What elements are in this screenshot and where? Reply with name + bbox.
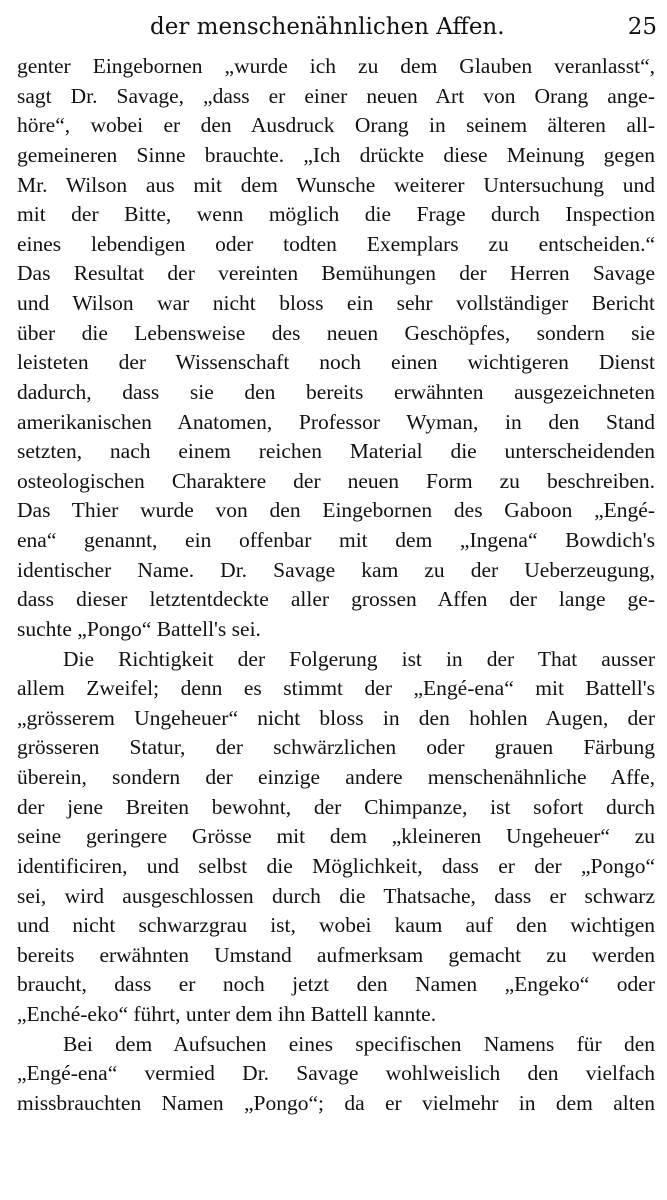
text-line: und Wilson war nicht bloss ein sehr vollständiger Bericht xyxy=(17,291,655,315)
text-line: identificiren, und selbst die Möglichkeit, dass er der „Pongo“ xyxy=(17,853,655,878)
paragraph-2 xyxy=(17,645,655,1030)
text-line: und nicht schwarzgrau ist, wobei kaum auf den wichtigen xyxy=(17,913,655,938)
paragraph-3 xyxy=(17,1030,655,1119)
text-line: „grösserem Ungeheuer“ nicht bloss in den hohlen Augen, der xyxy=(17,705,655,730)
text-line: genter Eingebornen „wurde ich zu dem Glauben veranlasst“, xyxy=(17,54,655,78)
text-line: allem Zweifel; denn es stimmt der „Engé-ena“ mit Battell's xyxy=(17,676,655,701)
paragraph-1 xyxy=(17,52,655,645)
text-line: setzten, nach einem reichen Material die unterscheidenden xyxy=(17,439,655,464)
page-header xyxy=(18,14,657,48)
text-line: „Enché-eko“ führt, unter dem ihn Battell kannte. xyxy=(17,1002,437,1026)
text-line: bereits erwähnten Umstand aufmerksam gemacht zu werden xyxy=(17,942,655,967)
text-line: identischer Name. Dr. Savage kam zu der Ueberzeugung, xyxy=(17,557,655,582)
text-line: braucht, dass er noch jetzt den Namen „Engeko“ oder xyxy=(17,972,655,997)
text-line: sei, wird ausgeschlossen durch die Thatsache, dass er schwarz xyxy=(17,883,655,908)
text-line: überein, sondern der einzige andere menschenähnliche Affe, xyxy=(17,765,655,789)
text-line: „Engé-ena“ vermied Dr. Savage wohlweislich den vielfach xyxy=(17,1061,655,1086)
text-line: der jene Breiten bewohnt, der Chimpanze, ist sofort durch xyxy=(17,794,655,819)
text-line: osteologischen Charaktere der neuen Form zu beschreiben. xyxy=(17,468,655,493)
text-line: amerikanischen Anatomen, Professor Wyman, in den Stand xyxy=(17,409,655,434)
running-head: der menschenähnlichen Affen. xyxy=(150,14,505,40)
text-line: leisteten der Wissenschaft noch einen wichtigeren Dienst xyxy=(17,350,655,375)
text-line: höre“, wobei er den Ausdruck Orang in seinem älteren all- xyxy=(17,113,655,138)
text-line: Das Resultat der vereinten Bemühungen der Herren Savage xyxy=(17,261,655,286)
text-line: Bei dem Aufsuchen eines specifischen Namens für den xyxy=(63,1031,655,1056)
text-line: grösseren Statur, der schwärzlichen oder grauen Färbung xyxy=(17,735,655,760)
text-line: Mr. Wilson aus mit dem Wunsche weiterer Untersuchung und xyxy=(17,172,655,197)
page-number: 25 xyxy=(627,14,657,40)
text-line: Die Richtigkeit der Folgerung ist in der That ausser xyxy=(63,646,655,671)
text-line: eines lebendigen oder todten Exemplars zu entscheiden.“ xyxy=(17,231,655,256)
body-text xyxy=(17,52,655,1119)
text-line: gemeineren Sinne brauchte. „Ich drückte diese Meinung gegen xyxy=(17,142,655,167)
text-line: seine geringere Grösse mit dem „kleineren Ungeheuer“ zu xyxy=(17,824,655,849)
text-line: mit der Bitte, wenn möglich die Frage durch Inspection xyxy=(17,202,655,227)
text-line: über die Lebensweise des neuen Geschöpfes, sondern sie xyxy=(17,320,655,345)
text-line: dass dieser letztentdeckte aller grossen Affen der lange ge- xyxy=(17,587,655,612)
text-line: sagt Dr. Savage, „dass er einer neuen Art von Orang ange- xyxy=(17,83,655,108)
text-line: ena“ genannt, ein offenbar mit dem „Ingena“ Bowdich's xyxy=(17,528,655,552)
text-line: dadurch, dass sie den bereits erwähnten ausgezeichneten xyxy=(17,379,655,404)
text-line: Das Thier wurde von den Eingebornen des Gaboon „Engé- xyxy=(17,498,655,523)
text-line: suchte „Pongo“ Battell's sei. xyxy=(17,616,261,641)
text-line: missbrauchten Namen „Pongo“; da er vielmehr in dem alten xyxy=(17,1090,655,1115)
